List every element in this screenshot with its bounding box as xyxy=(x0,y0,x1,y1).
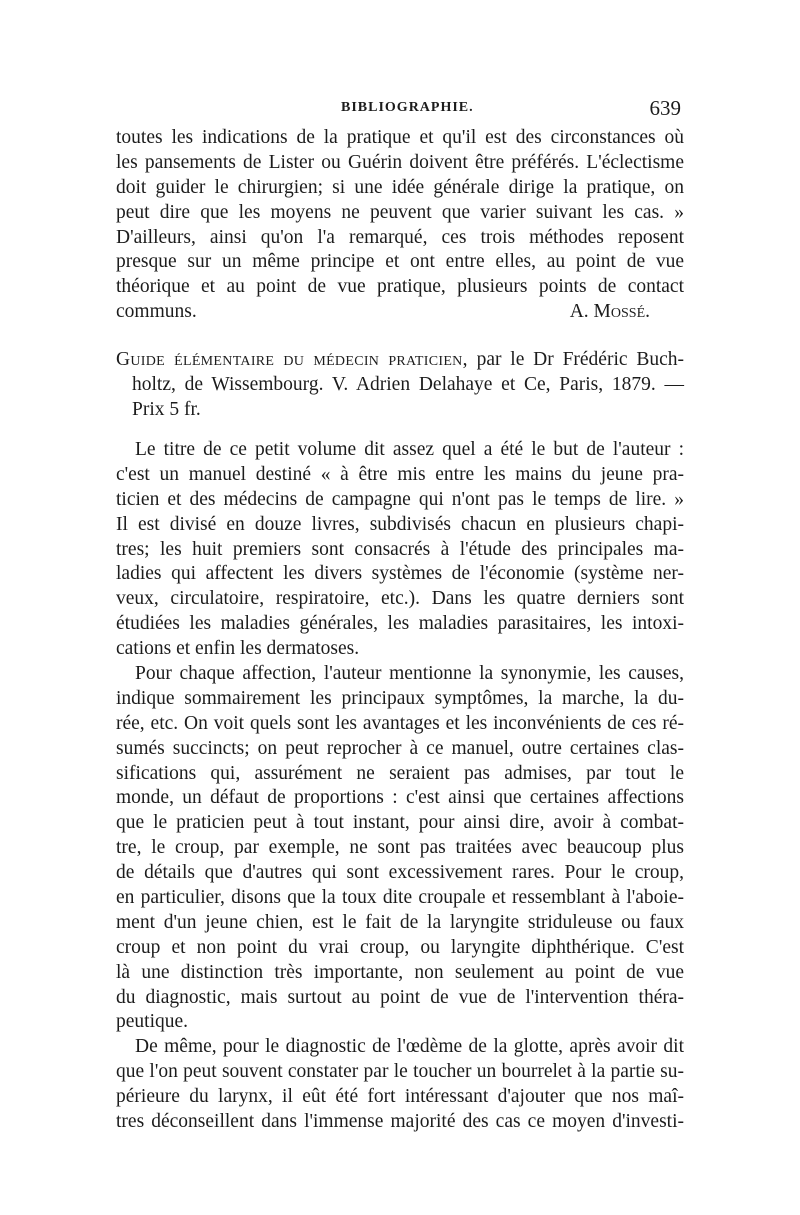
text-line: peut dire que les moyens ne peuvent que varier suivant les cas. » xyxy=(116,201,684,223)
page-number: 639 xyxy=(649,96,681,120)
text-line: c'est un manuel destiné « à être mis entre les mains du jeune pra- xyxy=(116,463,684,485)
text-line: théorique et au point de vue pratique, plusieurs points de contact xyxy=(116,276,684,298)
text-line: en particulier, disons que la toux dite croupale et ressemblant à l'aboie- xyxy=(116,887,684,909)
text-line: ment d'un jeune chien, est le fait de la laryngite striduleuse ou faux xyxy=(116,911,684,933)
book-price: Prix 5 fr. xyxy=(132,398,201,420)
text-line: sumés succincts; on peut reprocher à ce manuel, outre certaines clas- xyxy=(116,737,684,759)
text-line: du diagnostic, mais surtout au point de vue de l'intervention théra- xyxy=(116,986,684,1008)
text-line: peutique. xyxy=(116,1011,189,1033)
review-signature: A. Mossé. xyxy=(569,301,650,323)
book-title: Guide élémentaire du médecin praticien, xyxy=(116,349,468,370)
text-line: communs. xyxy=(116,301,197,323)
text-line: De même, pour le diagnostic de l'œdème de la glotte, après avoir dit xyxy=(135,1036,684,1058)
review-continuation xyxy=(116,126,684,325)
text-line: Pour chaque affection, l'auteur mentionne la synonymie, les causes, xyxy=(135,663,684,685)
running-head: BIBLIOGRAPHIE. xyxy=(341,100,474,115)
text-line: sifications qui, assurément ne seraient pas admises, par tout le xyxy=(116,762,684,784)
text-line: que l'on peut souvent constater par le toucher un bourrelet à la partie su- xyxy=(116,1061,684,1083)
text-line: périeure du larynx, il eût été fort intéressant d'ajouter que nos maî- xyxy=(116,1086,684,1108)
text-line: veux, circulatoire, respiratoire, etc.). Dans les quatre derniers sont xyxy=(116,588,684,610)
signature-line xyxy=(116,300,684,325)
text-line: ladies qui affectent les divers systèmes de l'économie (système ner- xyxy=(116,563,684,585)
text-line: presque sur un même principe et ont entre elles, au point de vue xyxy=(116,251,684,273)
text-line: tre, le croup, par exemple, ne sont pas traitées avec beaucoup plus xyxy=(116,837,684,859)
text-line: Il est divisé en douze livres, subdivisés chacun en plusieurs chapi- xyxy=(116,513,684,535)
text-line: là une distinction très importante, non seulement au point de vue xyxy=(116,961,684,983)
text-line: croup et non point du vrai croup, ou laryngite diphthérique. C'est xyxy=(116,936,684,958)
text-line: monde, un défaut de proportions : c'est ainsi que certaines affections xyxy=(116,787,684,809)
text-line: toutes les indications de la pratique et qu'il est des circonstances où xyxy=(116,127,684,148)
book-author: par le Dr Frédéric Buch- xyxy=(467,349,684,370)
book-entry xyxy=(116,348,684,423)
text-line: de détails que d'autres qui sont excessivement rares. Pour le croup, xyxy=(116,862,684,884)
text-line: D'ailleurs, ainsi qu'on l'a remarqué, ces trois méthodes reposent xyxy=(116,226,684,248)
text-line: les pansements de Lister ou Guérin doivent être préférés. L'éclectisme xyxy=(116,151,684,173)
text-line: ticien et des médecins de campagne qui n'ont pas le temps de lire. » xyxy=(116,488,684,510)
text-line: rée, etc. On voit quels sont les avantages et les inconvénients de ces ré- xyxy=(116,712,684,734)
page-header xyxy=(115,96,685,122)
text-line: Le titre de ce petit volume dit assez quel a été le but de l'auteur : xyxy=(135,439,684,460)
book-entry-line: holtz, de Wissembourg. V. Adrien Delahaye et Ce, Paris, 1879. — xyxy=(132,373,684,395)
text-line: indique sommairement les principaux symptômes, la marche, la du- xyxy=(116,687,684,709)
text-line: doit guider le chirurgien; si une idée générale dirige la pratique, on xyxy=(116,176,684,198)
book-entry-line xyxy=(116,348,684,373)
text-line: étudiées les maladies générales, les maladies parasitaires, les intoxi- xyxy=(116,613,684,635)
text-line: tres; les huit premiers sont consacrés à l'étude des principales ma- xyxy=(116,538,684,560)
review-body xyxy=(116,438,684,1135)
text-line: tres déconseillent dans l'immense majorité des cas ce moyen d'investi- xyxy=(116,1111,684,1133)
text-line: cations et enfin les dermatoses. xyxy=(116,638,360,660)
text-line: que le praticien peut à tout instant, pour ainsi dire, avoir à combat- xyxy=(116,812,684,834)
